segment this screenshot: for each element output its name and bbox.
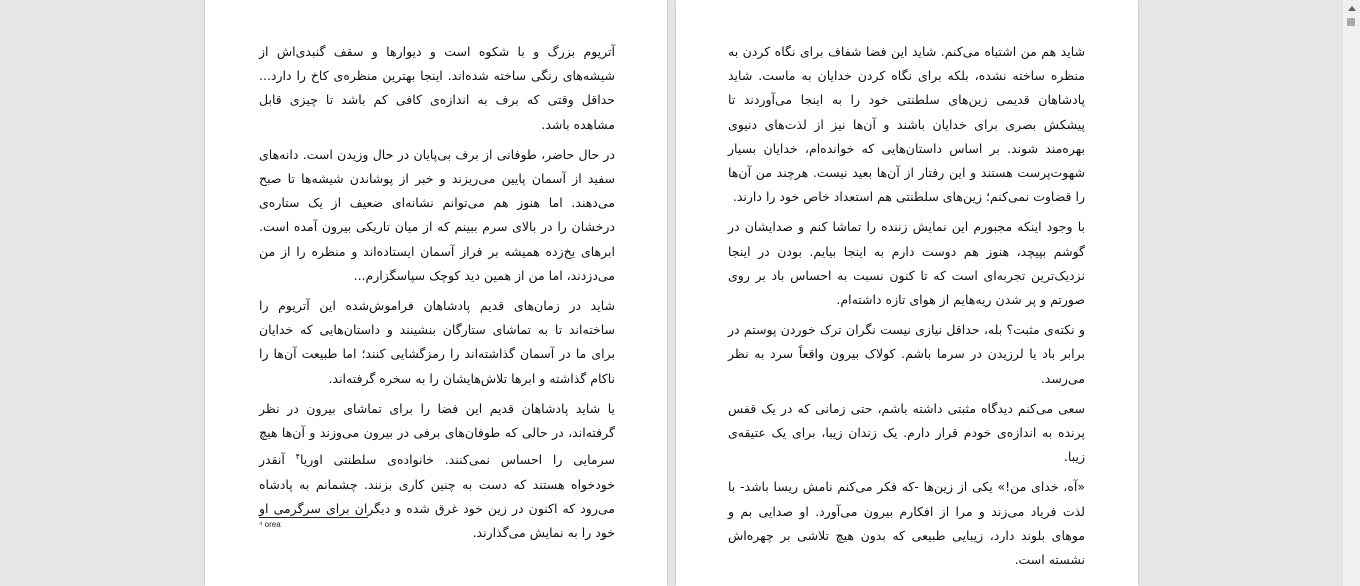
document-page-left [205, 0, 667, 586]
document-page-right [676, 0, 1138, 586]
paragraph: با وجود اینکه مجبورم این نمایش زننده را تماشا کنم و صدایشان در گوشم بپیچد، هنوز هم دوست دارم به اینجا بیایم. بودن در اینجا نزدیک‌ترین تجربه‌ای است که تا کنون نسبت به احساس باد بر روی صورتم و پر شدن ریه‌هایم از هوای تازه داشته‌ام. [728, 219, 1085, 308]
page-text [259, 40, 615, 551]
paragraph: شاید در زمان‌های قدیم پادشاهان فراموش‌شده این آتریوم را ساخته‌اند تا به تماشای ستارگان بنشینند و داستان‌هایی که خدایان برای ما در آسمان گذاشته‌اند را رمزگشایی کنند؛ اما طبیعت آن‌ها را ناکام گذاشته و ابرها تلاش‌هایشان را به سخره گرفته‌اند. [259, 298, 615, 386]
paragraph: شاید هم من اشتباه می‌کنم. شاید این فضا شفاف برای نگاه کردن به منظره ساخته نشده، بلکه برای نگاه کردن خدایان به ماست. شاید پادشاهان قدیمی زین‌های سلطنتی خود را به اینجا می‌آوردند تا پیشکش بصری برای خدایان باشند و آن‌ها نیز از لذت‌های دنیوی بهره‌مند شوند. بر اساس داستان‌هایی که خوانده‌ام، خدایان بسیار شهوت‌پرست هستند و این رفتار از آن‌ها بعید نیست. هرچند من آن‌ها را قضاوت نمی‌کنم؛ زین‌های سلطنتی هم استعداد خاص خود را دارند. [728, 44, 1085, 205]
vertical-scrollbar[interactable] [1342, 0, 1360, 586]
page-text [728, 40, 1085, 578]
footnote-separator [259, 517, 368, 518]
paragraph: در حال حاضر، طوفانی از برف بی‌پایان در حال وزیدن است. دانه‌های سفید از آسمان پایین می‌ریزند و خبر از پوشاندن شیشه‌ها تا صبح می‌دهند. اما هنوز هم می‌توانم نشانه‌ای ضعیف از یک ستاره‌ی درخشان را در بالای سرم ببینم که از میان تاریکی بیرون آمده است. ابرهای یخ‌زده همیشه بر فراز آسمان ایستاده‌اند و منظره را از من می‌دزدند، اما من از همین دید کوچک سپاسگزارم... [259, 146, 615, 283]
paragraph [259, 397, 615, 545]
footnote-reference: ۴ [295, 452, 300, 462]
paragraph: «آه، خدای من!» یکی از زین‌ها -که فکر می‌کنم نامش ریسا باشد- با لذت فریاد می‌زند و مرا از افکارم بیرون می‌آورد. او صدایی بم و موهای بلوند دارد، زیبایی طبیعی که بدون هیچ تلاشی بر چهره‌اش نشسته است. [728, 479, 1085, 568]
paragraph: و نکته‌ی مثبت؟ بله، حداقل نیازی نیست نگران ترک خوردن پوستم در برابر باد یا لرزیدن در سرما باشم. کولاک بیرون واقعاً سرد به نظر می‌رسد. [728, 322, 1085, 386]
scroll-up-arrow-icon[interactable] [1343, 0, 1360, 17]
paragraph: آتریوم بزرگ و با شکوه است و دیوارها و سقف گنبدی‌اش از شیشه‌های رنگی ساخته شده‌اند. اینجا بهترین منظره‌ی کاخ را دارد... حداقل وقتی که برف به اندازه‌ی کافی کم باشد تا چیزی قابل مشاهده باشد. [259, 44, 615, 132]
paragraph-text: آنقدر خودخواه هستند که دست به چنین کاری بزنند. چشمانم به پادشاه می‌رود که اکنون در زین خود غرق شده و دیگران برای سرگرمی او خود را به نمایش می‌گذارند. [259, 452, 615, 541]
scrollbar-thumb[interactable] [1347, 18, 1355, 26]
paragraph: سعی می‌کنم دیدگاه مثبتی داشته باشم، حتی زمانی که در یک قفس پرنده به اندازه‌ی خودم قرار دارم. یک زندان زیبا، برای یک عتیقه‌ی زیبا. [728, 400, 1085, 465]
paragraph-text: یا شاید پادشاهان قدیم این فضا را برای تماشای بیرون در نظر گرفته‌اند، در حالی که طوفان‌های برفی در بیرون می‌وزند و آن‌ها هیچ سرمایی را احساس نمی‌کنند. خانواده‌ی سلطنتی اوریا [259, 400, 615, 468]
footnote: ⁴ orea [259, 520, 281, 529]
